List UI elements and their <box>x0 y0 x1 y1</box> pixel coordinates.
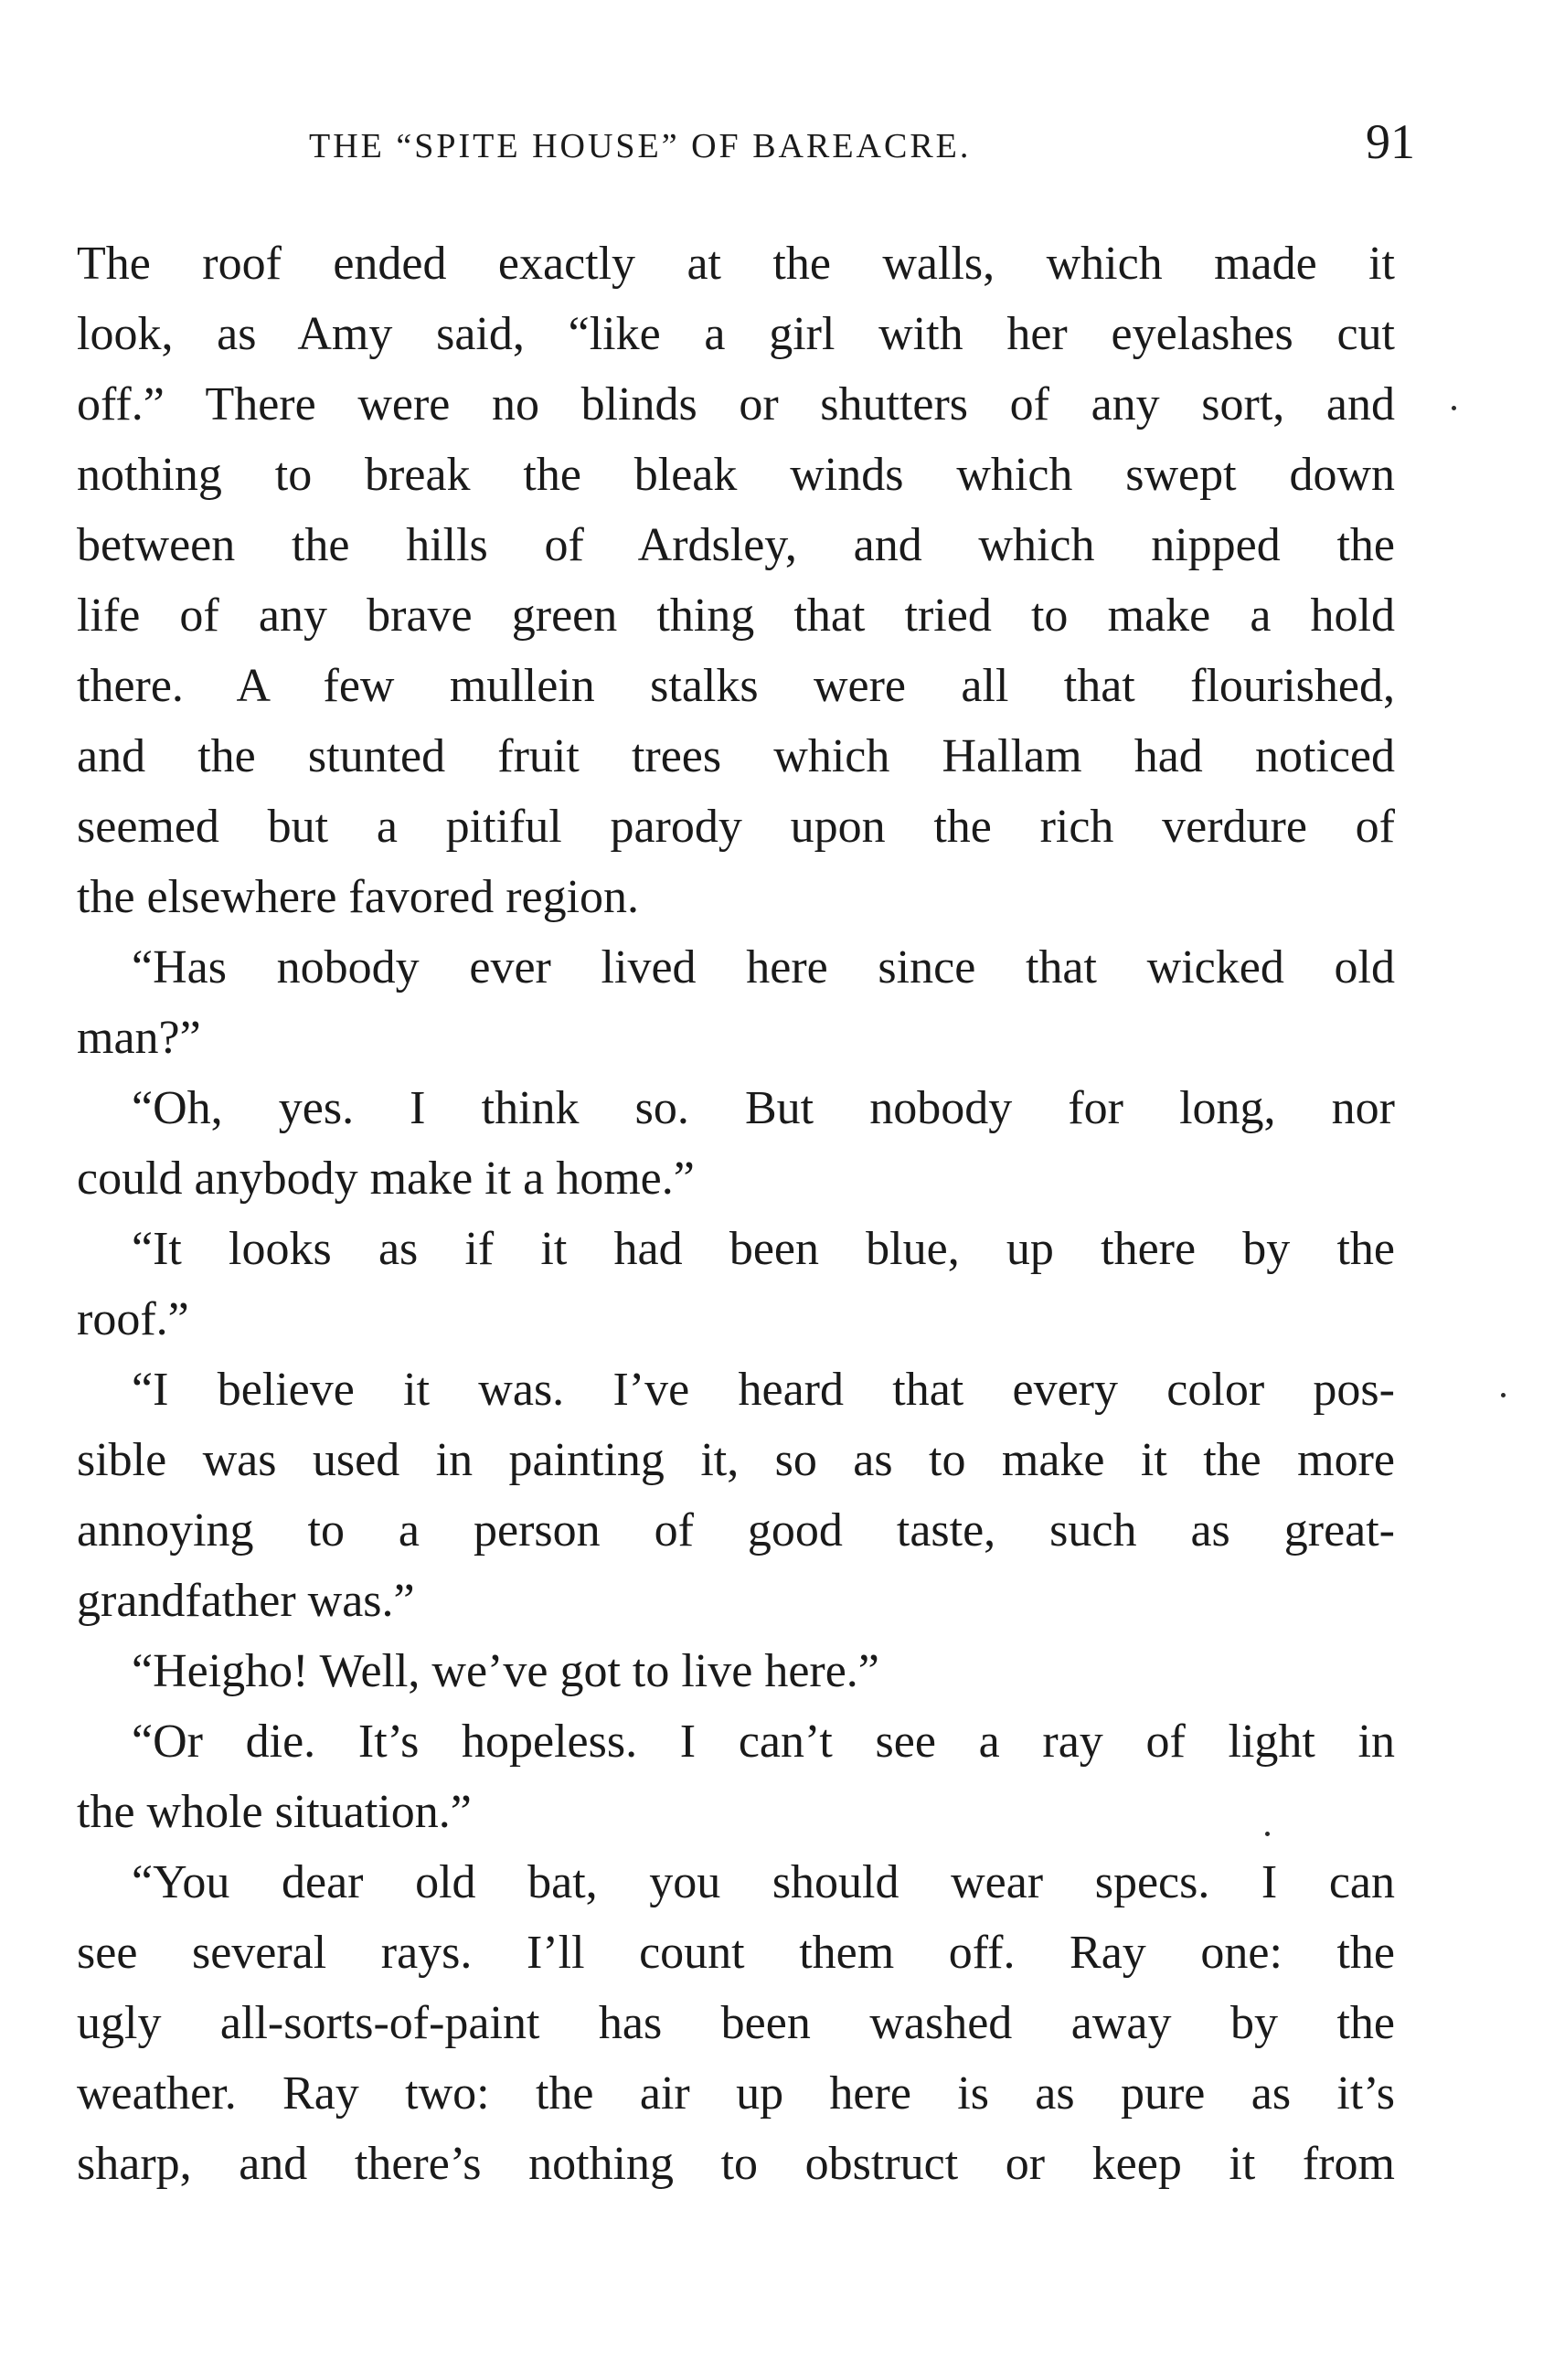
text-line: man?” <box>77 1012 201 1064</box>
text-line: weather. Ray two: the air up here is as pure as it’s <box>77 2067 1395 2120</box>
text-line: see several rays. I’ll count them off. Ray one: the <box>77 1927 1395 1979</box>
text-line: “I believe it was. I’ve heard that every color pos- <box>132 1364 1395 1416</box>
text-line: look, as Amy said, “like a girl with her eyelashes cut <box>77 308 1395 360</box>
text-line: the whole situation.” <box>77 1786 472 1838</box>
text-line: “It looks as if it had been blue, up there by the <box>132 1223 1395 1275</box>
text-line: “Heigho! Well, we’ve got to live here.” <box>132 1645 879 1697</box>
text-line: there. A few mullein stalks were all that flourished, <box>77 660 1395 712</box>
print-speck <box>1452 406 1456 410</box>
text-line: “You dear old bat, you should wear specs. I can <box>132 1856 1395 1908</box>
text-line: sharp, and there’s nothing to obstruct or keep it from <box>77 2138 1395 2190</box>
text-line: life of any brave green thing that tried to make a hold <box>77 590 1395 642</box>
text-line: “Oh, yes. I think so. But nobody for long, nor <box>132 1082 1395 1134</box>
text-line: nothing to break the bleak winds which swept down <box>77 449 1395 501</box>
text-line: sible was used in painting it, so as to make it the more <box>77 1434 1395 1486</box>
text-line: “Has nobody ever lived here since that wicked old <box>132 941 1395 993</box>
text-line: and the stunted fruit trees which Hallam had noticed <box>77 730 1395 782</box>
print-speck <box>1265 1832 1270 1836</box>
text-line: between the hills of Ardsley, and which nipped the <box>77 519 1395 571</box>
print-speck <box>1501 1393 1506 1397</box>
text-line: annoying to a person of good taste, such as great- <box>77 1504 1395 1557</box>
text-line: seemed but a pitiful parody upon the rich verdure of <box>77 801 1395 853</box>
text-line: “Or die. It’s hopeless. I can’t see a ray of light in <box>132 1716 1395 1768</box>
text-line: the elsewhere favored region. <box>77 871 640 923</box>
text-line: ugly all-sorts-of-paint has been washed away by the <box>77 1997 1395 2049</box>
text-line: The roof ended exactly at the walls, which made it <box>77 238 1395 290</box>
running-head: THE “SPITE HOUSE” OF BAREACRE. <box>309 127 972 165</box>
page-number: 91 <box>1366 114 1415 169</box>
text-line: grandfather was.” <box>77 1575 415 1627</box>
text-line: roof.” <box>77 1293 189 1345</box>
text-line: off.” There were no blinds or shutters of any sort, and <box>77 378 1395 430</box>
text-line: could anybody make it a home.” <box>77 1153 695 1205</box>
